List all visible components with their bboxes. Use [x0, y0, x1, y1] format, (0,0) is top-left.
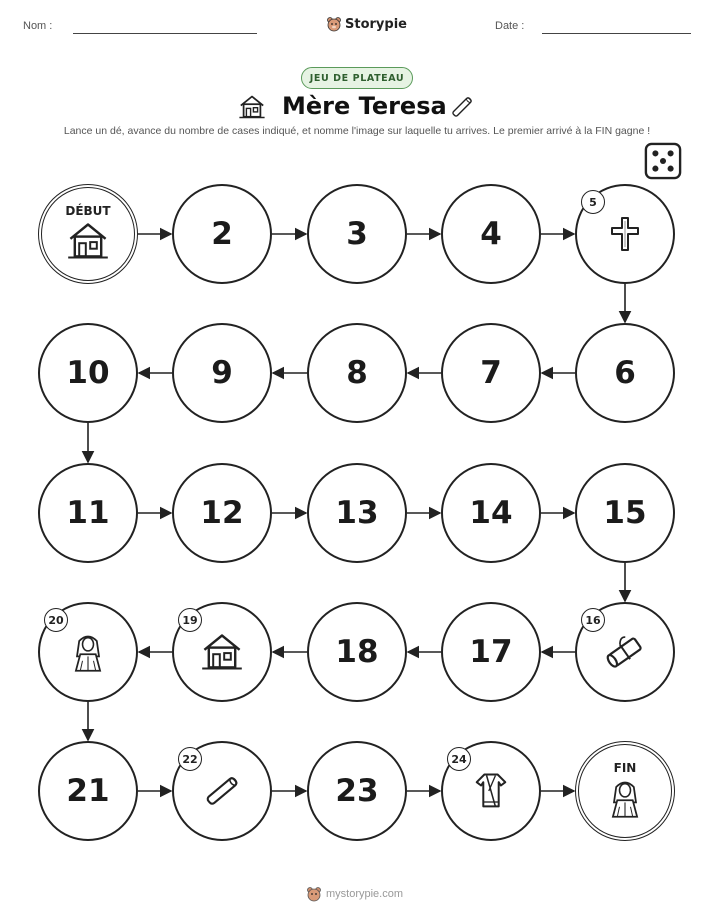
board-cell-23	[307, 741, 407, 841]
end-label: FIN	[613, 761, 637, 775]
cell-number: 2	[211, 216, 233, 252]
cell-number: 10	[66, 355, 110, 391]
cell-number-badge: 22	[178, 747, 202, 771]
cell-number-badge: 24	[447, 747, 471, 771]
board-cell-8	[307, 323, 407, 423]
board-cell-22	[172, 741, 272, 841]
page-title: Mère Teresa	[282, 92, 447, 120]
cell-number: 21	[66, 773, 110, 809]
footer	[306, 886, 403, 902]
cell-number: 11	[66, 495, 110, 531]
nun-icon	[603, 776, 647, 820]
cell-number: 18	[335, 634, 379, 670]
board-cell-1	[38, 184, 138, 284]
board-cell-19	[172, 602, 272, 702]
brand-name: Storypie	[345, 16, 407, 32]
board-cell-17	[441, 602, 541, 702]
cell-number: 7	[480, 355, 502, 391]
board-cell-2	[172, 184, 272, 284]
instructions-text: Lance un dé, avance du nombre de cases indiqué, et nomme l'image sur laquelle tu arrives. Le premier arrivé à la FIN gagne !	[63, 125, 651, 137]
board-cell-18	[307, 602, 407, 702]
board-cell-6	[575, 323, 675, 423]
cell-number-badge: 16	[581, 608, 605, 632]
board-cell-7	[441, 323, 541, 423]
board-cell-15	[575, 463, 675, 563]
category-badge: JEU DE PLATEAU	[301, 67, 413, 89]
cell-number: 4	[480, 216, 502, 252]
house-icon	[200, 630, 244, 674]
board-cell-10	[38, 323, 138, 423]
board-cell-25	[575, 741, 675, 841]
cell-number: 6	[614, 355, 636, 391]
board-cell-20	[38, 602, 138, 702]
cell-number-badge: 5	[581, 190, 605, 214]
stick-icon	[201, 770, 243, 812]
board-cell-12	[172, 463, 272, 563]
scroll-icon	[603, 630, 647, 674]
name-label: Nom :	[23, 20, 53, 32]
bear-footer-icon	[306, 886, 322, 902]
board-cell-5	[575, 184, 675, 284]
cross-icon	[605, 214, 645, 254]
cell-number: 12	[200, 495, 244, 531]
cell-number-badge: 19	[178, 608, 202, 632]
date-label: Date :	[495, 20, 525, 32]
board-cell-14	[441, 463, 541, 563]
cell-number: 14	[469, 495, 513, 531]
footer-url: mystorypie.com	[326, 888, 404, 900]
cell-number: 9	[211, 355, 233, 391]
sari-icon	[469, 769, 513, 813]
board-cell-3	[307, 184, 407, 284]
cell-number: 15	[603, 495, 647, 531]
board-cell-16	[575, 602, 675, 702]
cell-number: 8	[346, 355, 368, 391]
cell-number: 3	[346, 216, 368, 252]
cell-number: 17	[469, 634, 513, 670]
nun-icon	[66, 630, 110, 674]
cell-number-badge: 20	[44, 608, 68, 632]
board-cell-11	[38, 463, 138, 563]
board-cell-9	[172, 323, 272, 423]
board-cell-4	[441, 184, 541, 284]
cell-number: 13	[335, 495, 379, 531]
house-icon	[66, 219, 110, 263]
board-cell-21	[38, 741, 138, 841]
start-label: DÉBUT	[65, 204, 111, 218]
board-cell-24	[441, 741, 541, 841]
board-cell-13	[307, 463, 407, 563]
cell-number: 23	[335, 773, 379, 809]
